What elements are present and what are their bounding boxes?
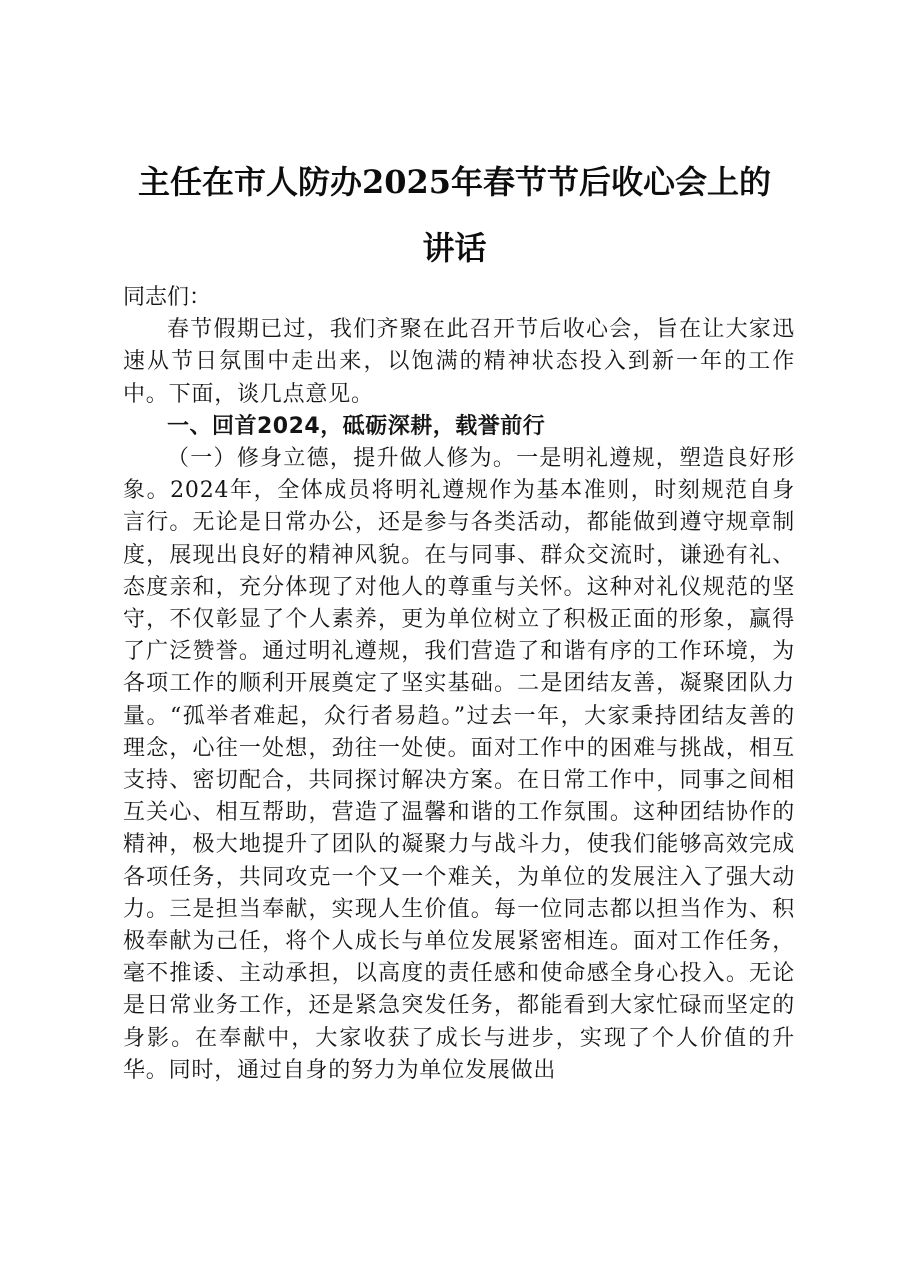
document-title-line-2: 讲话 xyxy=(422,229,487,267)
intro-paragraph: 春节假期已过，我们齐聚在此召开节后收心会，旨在让大家迅速从节日氛围中走出来，以饱满的精神状态投入到新一年的工作中。下面，谈几点意见。 xyxy=(123,317,795,407)
section-heading: 一、回首2024，砥砺深耕，载誉前行 xyxy=(167,413,546,439)
document-body xyxy=(123,282,795,1087)
body-paragraph: （一）修身立德，提升做人修为。一是明礼遵规，塑造良好形象。2024年，全体成员将明礼遵规作为基本准则，时刻规范自身言行。无论是日常办公，还是参与各类活动，都能做到遵守规章制度，展现出良好的精神风貌。在与同事、群众交流时，谦逊有礼、态度亲和，充分体现了对他人的尊重与关怀。这种对礼仪规范的坚守，不仅彰显了个人素养，更为单位树立了积极正面的形象，赢得了广泛赞誉。通过明礼遵规，我们营造了和谐有序的工作环境，为各项工作的顺利开展奠定了坚实基础。二是团结友善，凝聚团队力量。“孤举者难起，众行者易趋。”过去一年，大家秉持团结友善的理念，心往一处想，劲往一处使。面对工作中的困难与挑战，相互支持、密切配合，共同探讨解决方案。在日常工作中，同事之间相互关心、相互帮助，营造了温馨和谐的工作氛围。这种团结协作的精神，极大地提升了团队的凝聚力与战斗力，使我们能够高效完成各项任务，共同攻克一个又一个难关，为单位的发展注入了强大动力。三是担当奉献，实现人生价值。每一位同志都以担当作为、积极奉献为己任，将个人成长与单位发展紧密相连。面对工作任务，毫不推诿、主动承担，以高度的责任感和使命感全身心投入。无论是日常业务工作，还是紧急突发任务，都能看到大家忙碌而坚定的身影。在奉献中，大家收获了成长与进步，实现了个人价值的升华。同时，通过自身的努力为单位发展做出 xyxy=(123,446,795,1083)
salutation: 同志们： xyxy=(123,285,212,310)
document-title-line-1: 主任在市人防办2025年春节节后收心会上的 xyxy=(137,163,772,201)
